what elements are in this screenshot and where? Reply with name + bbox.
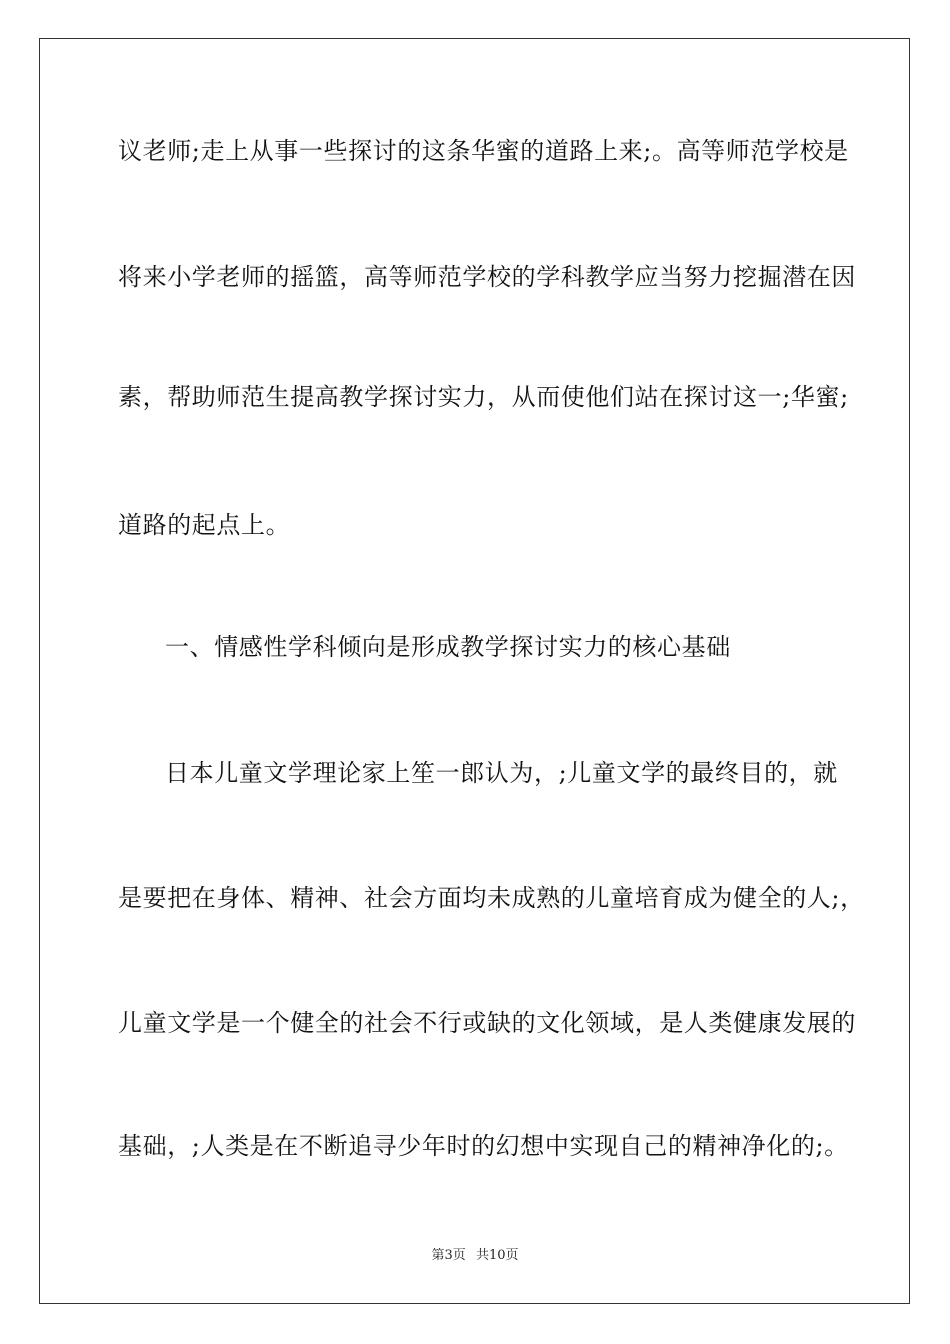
page-border (39, 38, 910, 1304)
page-number: 第3页 (431, 1248, 466, 1263)
body-line-3: 素，帮助师范生提高教学探讨实力，从而使他们站在探讨这一;华蜜; (118, 383, 849, 411)
body-line-6: 日本儿童文学理论家上笙一郎认为，;儿童文学的最终目的，就 (165, 759, 838, 787)
body-line-8: 儿童文学是一个健全的社会不行或缺的文化领域，是人类健康发展的 (118, 1009, 856, 1037)
body-line-9: 基础，;人类是在不断追寻少年时的幻想中实现自己的精神净化的;。 (118, 1132, 849, 1160)
body-line-4: 道路的起点上。 (118, 511, 291, 539)
body-line-2: 将来小学老师的摇篮，高等师范学校的学科教学应当努力挖掘潜在因 (118, 263, 856, 291)
body-line-1: 议老师;走上从事一些探讨的这条华蜜的道路上来;。高等师范学校是 (118, 137, 849, 165)
body-line-7: 是要把在身体、精神、社会方面均未成熟的儿童培育成为健全的人;， (118, 884, 865, 912)
section-heading: 一、情感性学科倾向是形成教学探讨实力的核心基础 (165, 633, 731, 661)
page-total: 共10页 (475, 1248, 519, 1263)
page-footer (0, 1247, 950, 1265)
